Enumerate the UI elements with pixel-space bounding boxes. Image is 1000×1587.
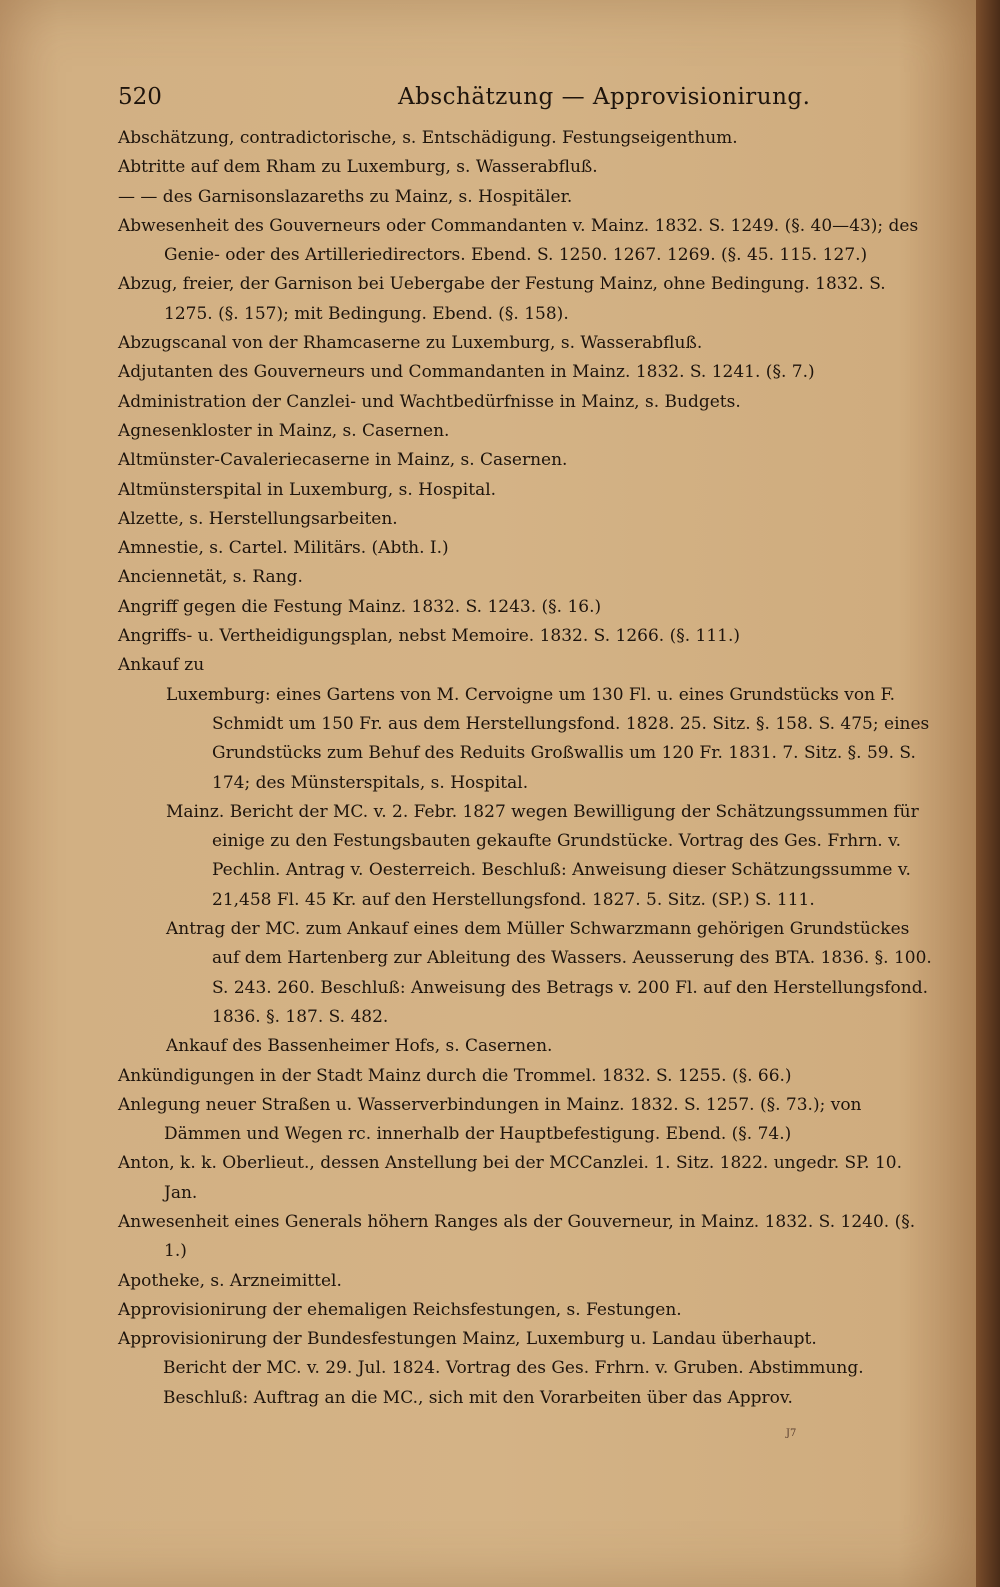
index-entry: Ankauf zu [118,655,205,676]
index-entry: — — des Garnisonslazareths zu Mainz, s. Hospitäler. [118,186,573,207]
index-entry: Anwesenheit eines Generals höhern Ranges als der Gouverneur, in Mainz. 1832. S. 1240. (§. 1.) [118,1211,916,1262]
sub-entry: Antrag der MC. zum Ankauf eines dem Müller Schwarzmann gehörigen Grundstückes auf dem Hartenberg zur Ableitung des Wassers. Aeusserung des BTA. 1836. §. 100. S. 243. 260. Beschluß: Anweisung des Betrags v. 200 Fl. auf den Herstellungsfond. 1836. §. 187. S. 482. [166,919,932,1027]
sub-entry: Bericht der MC. v. 29. Jul. 1824. Vortrag des Ges. Frhrn. v. Gruben. Abstimmung. Beschluß: Auftrag an die MC., sich mit den Vorarbeiten über das Approv. [163,1358,864,1408]
sub-entry: Luxemburg: eines Gartens von M. Cervoigne um 130 Fl. u. eines Grundstücks von F. Schmidt um 150 Fr. aus dem Herstellungsfond. 1828. 25. Sitz. §. 158. S. 475; eines Grundstücks zum Behuf des Reduits Großwallis um 120 Fr. 1831. 7. Sitz. §. 59. S. 174; des Münsterspitals, s. Hospital. [166,684,930,793]
index-entry: Altmünsterspital in Luxemburg, s. Hospital. [118,479,497,500]
footer-mark: J7 [786,1428,797,1439]
page-number: 520 [118,84,162,110]
index-entry: Agnesenkloster in Mainz, s. Casernen. [118,420,450,441]
index-entry: Approvisionirung der ehemaligen Reichsfestungen, s. Festungen. [118,1299,682,1320]
index-entry: Approvisionirung der Bundesfestungen Mainz, Luxemburg u. Landau überhaupt. [118,1329,817,1350]
sub-entry: Mainz. Bericht der MC. v. 2. Febr. 1827 wegen Bewilligung der Schätzungssummen für einige zu den Festungsbauten gekaufte Grundstücke. Vortrag des Ges. Frhrn. v. Pechlin. Antrag v. Oesterreich. Beschluß: Anweisung dieser Schätzungssumme v. 21,458 Fl. 45 Kr. auf den Herstellungsfond. 1827. 5. Sitz. (SP.) S. 111. [166,801,919,910]
index-entry: Apotheke, s. Arzneimittel. [118,1270,342,1291]
index-entry: Altmünster-Cavaleriecaserne in Mainz, s. Casernen. [118,450,568,471]
index-entry: Abzug, freier, der Garnison bei Uebergabe der Festung Mainz, ohne Bedingung. 1832. S. 1275. (§. 157); mit Bedingung. Ebend. (§. 158). [118,274,886,324]
index-entry: Anton, k. k. Oberlieut., dessen Anstellung bei der MCCanzlei. 1. Sitz. 1822. ungedr. SP. 10. Jan. [118,1153,903,1203]
index-entry: Adjutanten des Gouverneurs und Commandanten in Mainz. 1832. S. 1241. (§. 7.) [118,362,815,383]
page-header [118,80,918,120]
index-entry: Alzette, s. Herstellungsarbeiten. [118,508,398,529]
index-entry: Administration der Canzlei- und Wachtbedürfnisse in Mainz, s. Budgets. [118,391,741,412]
index-text [118,124,938,1413]
index-entry: Ankündigungen in der Stadt Mainz durch die Trommel. 1832. S. 1255. (§. 66.) [118,1065,792,1086]
index-entry: Abwesenheit des Gouverneurs oder Commandanten v. Mainz. 1832. S. 1249. (§. 40—43); des Genie- oder des Artilleriedirectors. Ebend. S. 1250. 1267. 1269. (§. 45. 115. 127.) [118,215,919,266]
index-entry: Anciennetät, s. Rang. [118,567,303,588]
sub-entry: Ankauf des Bassenheimer Hofs, s. Casernen. [166,1036,553,1057]
index-entry: Abtritte auf dem Rham zu Luxemburg, s. Wasserabfluß. [118,157,598,178]
book-edge [976,0,1000,1587]
running-head: Abschätzung — Approvisionirung. [398,84,811,110]
index-entry: Abzugscanal von der Rhamcaserne zu Luxemburg, s. Wasserabfluß. [118,333,703,354]
index-entry: Angriffs- u. Vertheidigungsplan, nebst Memoire. 1832. S. 1266. (§. 111.) [118,626,740,647]
index-entry: Abschätzung, contradictorische, s. Entschädigung. Festungseigenthum. [118,128,738,148]
index-entry: Angriff gegen die Festung Mainz. 1832. S. 1243. (§. 16.) [118,596,602,617]
index-entry: Anlegung neuer Straßen u. Wasserverbindungen in Mainz. 1832. S. 1257. (§. 73.); von Dämmen und Wegen rc. innerhalb der Hauptbefestigung. Ebend. (§. 74.) [118,1094,862,1145]
index-entry: Amnestie, s. Cartel. Militärs. (Abth. I.) [118,538,449,559]
